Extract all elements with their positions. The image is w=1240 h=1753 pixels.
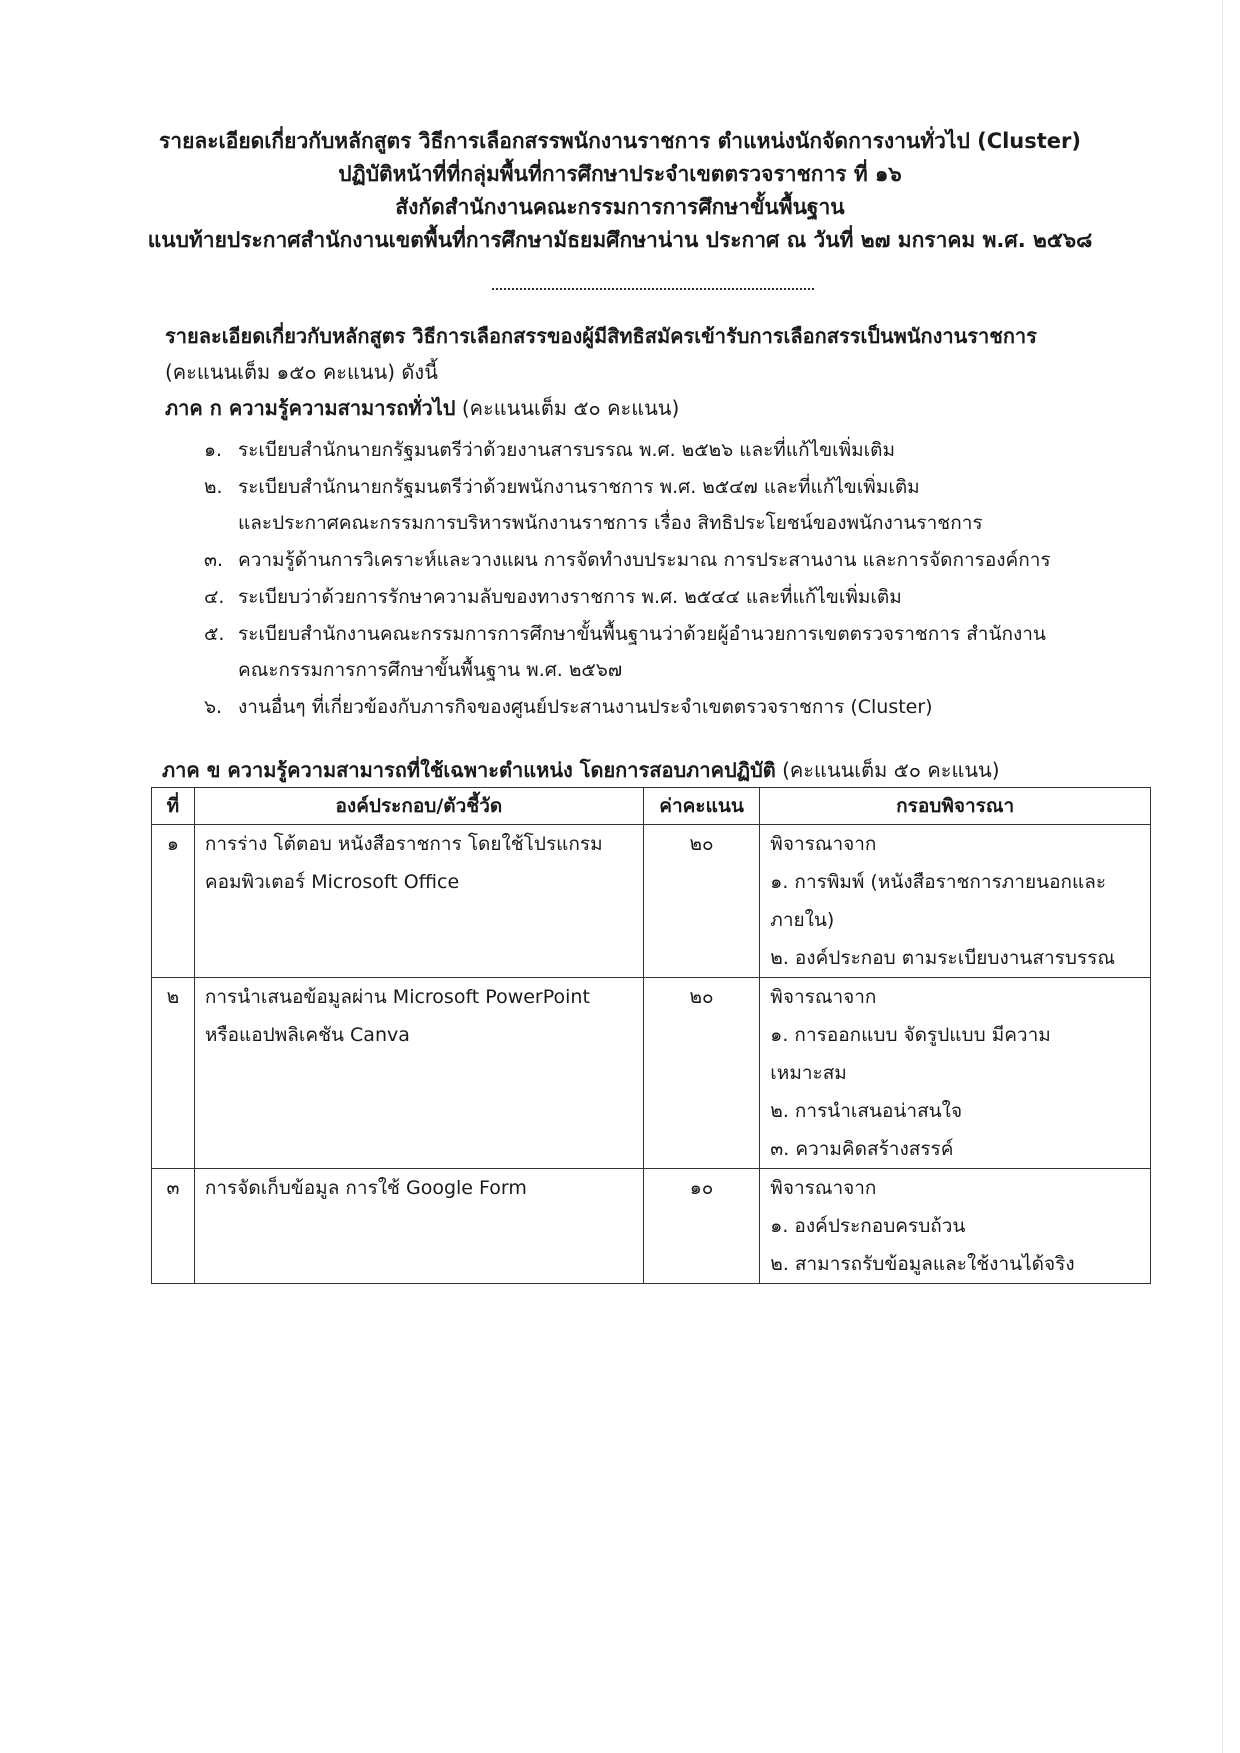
table-row bbox=[152, 825, 1151, 978]
col-header-no: ที่ bbox=[152, 788, 195, 825]
col-header-score: ค่าคะแนน bbox=[643, 788, 759, 825]
section-a-list bbox=[204, 432, 1144, 726]
section-a-score: (คะแนนเต็ม ๕๐ คะแนน) bbox=[455, 396, 680, 420]
list-item bbox=[204, 579, 1144, 615]
cell-score: ๒๐ bbox=[643, 978, 759, 1169]
criteria-line: ๑. การออกแบบ จัดรูปแบบ มีความ bbox=[770, 1024, 1051, 1046]
criteria-line: ภายใน) bbox=[770, 909, 835, 931]
cell-no: ๒ bbox=[152, 978, 195, 1169]
criteria-line: พิจารณาจาก bbox=[770, 833, 877, 855]
list-item-text: งานอื่นๆ ที่เกี่ยวข้องกับภารกิจของศูนย์ประสานงานประจำเขตตรวจราชการ (Cluster) bbox=[238, 696, 933, 718]
cell-component bbox=[194, 978, 643, 1169]
cell-score: ๑๐ bbox=[643, 1169, 759, 1284]
intro-rest-text: (คะแนนเต็ม ๑๕๐ คะแนน) ดังนี้ bbox=[165, 360, 438, 384]
cell-no: ๓ bbox=[152, 1169, 195, 1284]
component-text: การจัดเก็บข้อมูล การใช้ Google Form bbox=[204, 1177, 527, 1199]
criteria-line: ๒. การนำเสนอน่าสนใจ bbox=[770, 1100, 963, 1122]
intro-bold-text: รายละเอียดเกี่ยวกับหลักสูตร วิธีการเลือกสรรของผู้มีสิทธิสมัครเข้ารับการเลือกสรรเป็นพนักงานราชการ bbox=[165, 324, 1037, 348]
criteria-line: ๒. สามารถรับข้อมูลและใช้งานได้จริง bbox=[770, 1253, 1075, 1275]
header-line-4: แนบท้ายประกาศสำนักงานเขตพื้นที่การศึกษามัธยมศึกษาน่าน ประกาศ ณ วันที่ ๒๗ มกราคม พ.ศ. ๒๕๖๘ bbox=[147, 228, 1093, 252]
list-item-text: ระเบียบสำนักงานคณะกรรมการการศึกษาขั้นพื้นฐานว่าด้วยผู้อำนวยการเขตตรวจราชการ สำนักงาน คณะกรรมการการศึกษาขั้นพื้นฐาน พ.ศ. ๒๕๖๗ bbox=[238, 623, 1046, 681]
list-item-text: ระเบียบสำนักนายกรัฐมนตรีว่าด้วยงานสารบรรณ พ.ศ. ๒๕๒๖ และที่แก้ไขเพิ่มเติม bbox=[238, 439, 896, 461]
list-item-text: ระเบียบสำนักนายกรัฐมนตรีว่าด้วยพนักงานราชการ พ.ศ. ๒๕๔๗ และที่แก้ไขเพิ่มเติม และประกาศคณะกรรมการบริหารพนักงานราชการ เรื่อง สิทธิประโยชน์ของพนักงานราชการ bbox=[238, 476, 983, 534]
table-header-row bbox=[152, 788, 1151, 825]
criteria-line: เหมาะสม bbox=[770, 1062, 847, 1084]
section-b-score: (คะแนนเต็ม ๕๐ คะแนน) bbox=[775, 758, 1000, 782]
list-item bbox=[204, 432, 1144, 468]
list-item-number: ๒. bbox=[204, 476, 223, 498]
list-item-text: ความรู้ด้านการวิเคราะห์และวางแผน การจัดทำงบประมาณ การประสานงาน และการจัดการองค์การ bbox=[238, 549, 1051, 571]
list-item-number: ๔. bbox=[204, 586, 225, 608]
header-line-1: รายละเอียดเกี่ยวกับหลักสูตร วิธีการเลือกสรรพนักงานราชการ ตำแหน่งนักจัดการงานทั่วไป (Cluster) bbox=[159, 129, 1081, 153]
criteria-line: พิจารณาจาก bbox=[770, 986, 877, 1008]
cell-component bbox=[194, 825, 643, 978]
scan-edge-line bbox=[1222, 0, 1223, 1753]
dotted-separator bbox=[492, 288, 814, 290]
component-text: การนำเสนอข้อมูลผ่าน Microsoft PowerPoint หรือแอปพลิเคชัน Canva bbox=[204, 986, 590, 1046]
criteria-line: ๒. องค์ประกอบ ตามระเบียบงานสารบรรณ bbox=[770, 947, 1115, 969]
intro-paragraph bbox=[165, 318, 1145, 426]
list-item bbox=[204, 689, 1144, 725]
table-row bbox=[152, 978, 1151, 1169]
component-text: การร่าง โต้ตอบ หนังสือราชการ โดยใช้โปรแกรม คอมพิวเตอร์ Microsoft Office bbox=[204, 833, 603, 893]
cell-no: ๑ bbox=[152, 825, 195, 978]
criteria-line: ๑. การพิมพ์ (หนังสือราชการภายนอกและ bbox=[770, 871, 1107, 893]
section-b-heading bbox=[162, 755, 1162, 785]
criteria-line: ๓. ความคิดสร้างสรรค์ bbox=[770, 1138, 954, 1160]
cell-criteria bbox=[760, 825, 1151, 978]
criteria-table bbox=[151, 787, 1151, 1284]
cell-component bbox=[194, 1169, 643, 1284]
section-a-title: ภาค ก ความรู้ความสามารถทั่วไป bbox=[165, 396, 456, 420]
list-item-number: ๓. bbox=[204, 549, 224, 571]
section-b-title: ภาค ข ความรู้ความสามารถที่ใช้เฉพาะตำแหน่ง โดยการสอบภาคปฏิบัติ bbox=[162, 758, 776, 782]
cell-score: ๒๐ bbox=[643, 825, 759, 978]
list-item-number: ๑. bbox=[204, 439, 223, 461]
list-item-number: ๖. bbox=[204, 696, 223, 718]
cell-criteria bbox=[760, 978, 1151, 1169]
document-header bbox=[0, 125, 1240, 257]
header-line-3: สังกัดสำนักงานคณะกรรมการการศึกษาขั้นพื้นฐาน bbox=[395, 195, 845, 219]
list-item bbox=[204, 616, 1144, 688]
cell-criteria bbox=[760, 1169, 1151, 1284]
col-header-criteria: กรอบพิจารณา bbox=[760, 788, 1151, 825]
list-item-text: ระเบียบว่าด้วยการรักษาความลับของทางราชการ พ.ศ. ๒๕๔๔ และที่แก้ไขเพิ่มเติม bbox=[238, 586, 902, 608]
criteria-line: ๑. องค์ประกอบครบถ้วน bbox=[770, 1215, 966, 1237]
header-line-2: ปฏิบัติหน้าที่ที่กลุ่มพื้นที่การศึกษาประจำเขตตรวจราชการ ที่ ๑๖ bbox=[338, 162, 902, 186]
table-row bbox=[152, 1169, 1151, 1284]
criteria-line: พิจารณาจาก bbox=[770, 1177, 877, 1199]
col-header-component: องค์ประกอบ/ตัวชี้วัด bbox=[194, 788, 643, 825]
list-item bbox=[204, 469, 1144, 541]
list-item-number: ๕. bbox=[204, 623, 225, 645]
section-a-heading bbox=[165, 390, 1145, 426]
list-item bbox=[204, 542, 1144, 578]
